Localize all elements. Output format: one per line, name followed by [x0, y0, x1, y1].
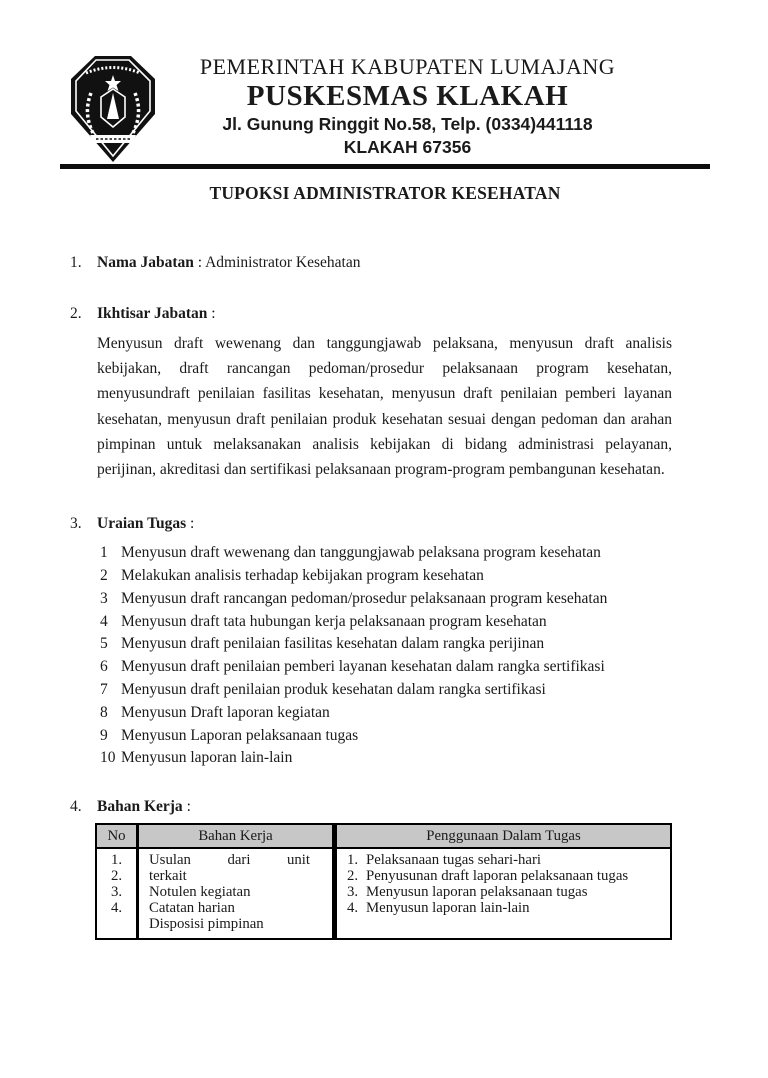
no-value: 4.: [110, 900, 123, 917]
task-item: [100, 565, 710, 588]
task-text: Menyusun draft wewenang dan tanggungjawab pelaksana program kesehatan: [121, 544, 601, 562]
table-header-bahan-kerja: Bahan Kerja: [198, 828, 273, 845]
task-text: Melakukan analisis terhadap kebijakan program kesehatan: [121, 567, 484, 585]
task-text: Menyusun draft penilaian fasilitas kesehatan dalam rangka perijinan: [121, 635, 545, 653]
letterhead-institution: PUSKESMAS KLAKAH: [246, 80, 569, 112]
bahan-kerja-line: terkait: [149, 868, 187, 885]
section-separator: :: [193, 254, 206, 271]
penggunaan-item: [339, 868, 664, 884]
task-item: [100, 656, 710, 679]
task-number: 2: [100, 567, 108, 585]
penggunaan-number: 2.: [347, 868, 359, 885]
uraian-tugas-list: [100, 542, 710, 770]
document-header: [60, 54, 710, 161]
section-number: 1.: [70, 254, 82, 271]
bahan-kerja-line: Catatan harian: [149, 900, 235, 917]
task-text: Menyusun Laporan pelaksanaan tugas: [121, 726, 359, 744]
section-number: 2.: [70, 305, 82, 322]
task-number: 3: [100, 589, 108, 607]
task-number: 10: [100, 749, 116, 767]
table-cell-bahan-kerja: [139, 849, 332, 938]
section-content: [97, 304, 216, 324]
task-number: 6: [100, 658, 108, 676]
penggunaan-text: Penyusunan draft laporan pelaksanaan tugas: [366, 868, 629, 885]
section-heading: Uraian Tugas: [97, 515, 187, 533]
task-number: 7: [100, 681, 108, 698]
task-text: Menyusun draft penilaian produk kesehatan dalam rangka sertifikasi: [121, 681, 546, 698]
letterhead-address: Jl. Gunung Ringgit No.58, Telp. (0334)441118: [222, 114, 593, 134]
section-heading: Nama Jabatan: [97, 254, 194, 271]
section-content: [97, 797, 191, 817]
task-number: 1: [100, 544, 108, 562]
section-heading: Bahan Kerja: [97, 798, 183, 816]
page-title: TUPOKSI ADMINISTRATOR KESEHATAN: [209, 183, 561, 203]
penggunaan-text: Menyusun laporan lain-lain: [366, 900, 530, 917]
task-text: Menyusun draft tata hubungan kerja pelaksanaan program kesehatan: [121, 612, 547, 630]
section-uraian-tugas: [70, 514, 710, 534]
ikhtisar-paragraph: Menyusun draft wewenang dan tanggungjawab pelaksana, menyusun draft analisis kebijakan, draft rancangan pedoman/prosedur pelaksanaan program kesehatan, menyusundraft penilaian fasilitas kesehatan, menyusun draft penilaian pemberi layanan kesehatan, menyusun draft penilaian produk kesehatan sesuai dengan pedoman dan arahan pimpinan untuk melaksanakan analisis kebijakan di bidang administrasi pelayanan, perijinan, akreditasi dan sertifikasi pelaksanaan program-program pembangunan kesehatan.: [97, 335, 672, 479]
letterhead-divider: [60, 164, 710, 169]
task-number: 8: [100, 703, 108, 721]
section-content: [97, 253, 360, 273]
task-number: 4: [100, 612, 108, 630]
task-number: 5: [100, 635, 108, 653]
section-number: 4.: [70, 798, 82, 816]
task-text: Menyusun laporan lain-lain: [121, 749, 293, 767]
task-item: [100, 633, 710, 656]
section-bahan-kerja: [70, 797, 710, 817]
penggunaan-item: [339, 900, 664, 916]
penggunaan-number: 3.: [347, 884, 359, 901]
table-header-row: [97, 825, 670, 849]
penggunaan-item: [339, 852, 664, 868]
section-heading: Ikhtisar Jabatan: [97, 305, 208, 322]
letterhead-city-postal: KLAKAH 67356: [343, 137, 472, 157]
bahan-kerja-table: [95, 823, 672, 940]
section-ikhtisar-jabatan: [70, 304, 710, 324]
task-item: [100, 725, 710, 748]
bahan-kerja-line: Usulan dari unit: [149, 852, 310, 869]
task-text: Menyusun Draft laporan kegiatan: [121, 703, 330, 721]
bahan-kerja-line: Disposisi pimpinan: [149, 916, 264, 933]
task-number: 9: [100, 726, 108, 744]
table-cell-no: [97, 849, 139, 938]
penggunaan-item: [339, 884, 664, 900]
task-item: [100, 702, 710, 725]
penggunaan-number: 4.: [347, 900, 359, 917]
task-item: [100, 747, 710, 770]
table-header-penggunaan: Penggunaan Dalam Tugas: [332, 825, 670, 847]
section-separator: :: [207, 305, 216, 322]
letterhead-government: PEMERINTAH KABUPATEN LUMAJANG: [199, 54, 616, 79]
section-separator: :: [182, 798, 191, 816]
bahan-kerja-line: Notulen kegiatan: [149, 884, 251, 901]
section-value: Administrator Kesehatan: [205, 254, 361, 271]
section-content: [97, 514, 194, 534]
section-number: 3.: [70, 515, 82, 533]
task-text: Menyusun draft rancangan pedoman/prosedur pelaksanaan program kesehatan: [121, 589, 608, 607]
task-item: [100, 679, 710, 702]
penggunaan-text: Menyusun laporan pelaksanaan tugas: [366, 884, 588, 901]
table-cell-penggunaan: [332, 849, 670, 938]
letterhead-text: [105, 54, 710, 158]
no-value: 1.: [110, 852, 123, 869]
task-item: [100, 542, 710, 565]
section-nama-jabatan: [70, 253, 710, 273]
table-body-row: [97, 849, 670, 938]
task-text: Menyusun draft penilaian pemberi layanan kesehatan dalam rangka sertifikasi: [121, 658, 605, 676]
penggunaan-text: Pelaksanaan tugas sehari-hari: [366, 852, 542, 869]
penggunaan-number: 1.: [347, 852, 359, 869]
section-separator: :: [186, 515, 195, 533]
no-value: 3.: [110, 884, 123, 901]
task-item: [100, 611, 710, 634]
table-header-no: No: [97, 825, 139, 847]
task-item: [100, 588, 710, 611]
no-value: 2.: [110, 868, 123, 885]
